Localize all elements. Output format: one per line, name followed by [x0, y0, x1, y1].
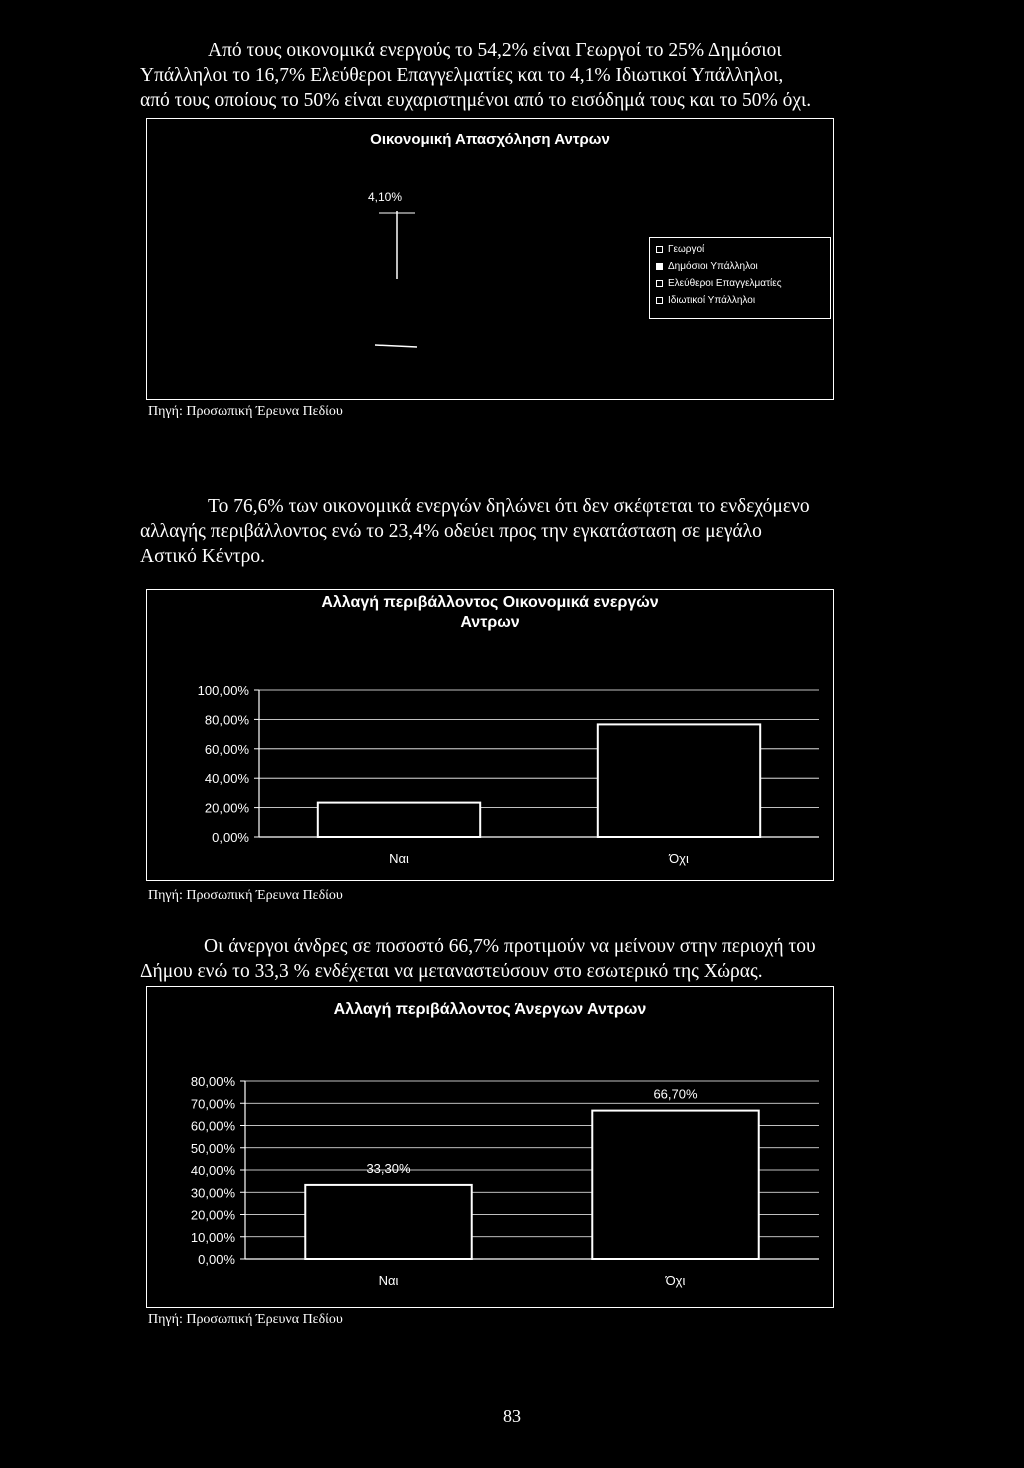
chart-2-ytick-label: 100,00%: [197, 683, 249, 698]
legend-item-farmers: [656, 241, 824, 258]
paragraph-1-line-3: από τους οποίους το 50% είναι ευχαριστημένοι από το εισόδημά τους και το 50% όχι.: [140, 90, 812, 111]
chart-1-frame: [146, 118, 834, 400]
legend-swatch-filled-icon: [656, 263, 663, 270]
chart-1-source: Πηγή: Προσωπική Έρευνα Πεδίου: [148, 404, 343, 419]
chart-3-frame: [146, 986, 834, 1308]
paragraph-3: [140, 934, 900, 984]
chart-1-legend: [649, 237, 831, 319]
paragraph-2-line-1: Το 76,6% των οικονομικά ενεργών δηλώνει ότι δεν σκέφτεται το ενδεχόμενο: [208, 496, 810, 517]
legend-swatch-empty-icon: [656, 280, 663, 287]
paragraph-1: [140, 38, 900, 113]
chart-3-ytick-label: 80,00%: [190, 1074, 235, 1089]
chart-3-ytick-label: 10,00%: [190, 1229, 235, 1245]
chart-2-bar: [318, 803, 480, 837]
paragraph-1-line-1: Από τους οικονομικά ενεργούς το 54,2% είναι Γεωργοί το 25% Δημόσιοι: [208, 40, 782, 61]
chart-2-ytick-label: 60,00%: [204, 741, 249, 757]
legend-swatch-empty-icon: [656, 297, 663, 304]
chart-3-ytick-label: 0,00%: [198, 1252, 235, 1267]
chart-2-title-line-2: Αντρων: [460, 614, 520, 631]
chart-3-ytick-label: 20,00%: [190, 1207, 235, 1223]
chart-3-source: Πηγή: Προσωπική Έρευνα Πεδίου: [148, 1312, 343, 1327]
paragraph-2-line-2: αλλαγής περιβάλλοντος ενώ το 23,4% οδεύει προς την εγκατάσταση σε μεγάλο: [140, 521, 762, 542]
chart-3-data-label: 66,70%: [653, 1086, 698, 1102]
chart-3-category-label: Όχι: [665, 1273, 686, 1288]
chart-3-title: Αλλαγή περιβάλλοντος Άνεργων Αντρων: [333, 1001, 647, 1018]
legend-label: Ιδιωτικοί Υπάλληλοι: [668, 295, 756, 306]
legend-item-private-employees: [656, 292, 824, 309]
legend-label: Γεωργοί: [668, 244, 705, 255]
chart-1-data-label: 4,10%: [367, 190, 403, 204]
page-number: 83: [503, 1406, 521, 1426]
chart-3-ytick-label: 40,00%: [190, 1163, 235, 1178]
chart-3-category-label: Ναι: [378, 1273, 399, 1288]
chart-2-title-line-1: Αλλαγή περιβάλλοντος Οικονομικά ενεργών: [321, 594, 659, 611]
chart-2-ytick-label: 20,00%: [204, 800, 249, 816]
legend-label: Δημόσιοι Υπάλληλοι: [668, 261, 758, 272]
paragraph-2-line-3: Αστικό Κέντρο.: [140, 546, 265, 567]
chart-3-ytick-label: 70,00%: [190, 1096, 235, 1112]
chart-2-bar: [598, 724, 760, 837]
paragraph-3-line-2: Δήμου ενώ το 33,3 % ενδέχεται να μεταναστεύσουν στο εσωτερικό της Χώρας.: [140, 961, 763, 982]
chart-2-ytick-label: 0,00%: [212, 830, 249, 845]
chart-1-title: Οικονομική Απασχόληση Αντρων: [370, 131, 610, 148]
chart-3-bar: [305, 1185, 471, 1259]
chart-3-ytick-label: 60,00%: [190, 1118, 235, 1134]
chart-2-ytick-label: 80,00%: [204, 712, 249, 728]
chart-2-frame: [146, 589, 834, 881]
chart-3-data-label: 33,30%: [366, 1160, 411, 1176]
paragraph-2: [140, 494, 900, 569]
chart-3-plot: [147, 987, 833, 1307]
chart-2-category-label: Ναι: [389, 851, 409, 866]
chart-2-source: Πηγή: Προσωπική Έρευνα Πεδίου: [148, 888, 343, 903]
chart-2-plot: [147, 590, 833, 880]
chart-1-pie: [327, 179, 627, 399]
chart-1-slice-edge: [375, 345, 417, 347]
chart-3-ytick-label: 30,00%: [190, 1185, 235, 1201]
chart-2-category-label: Όχι: [669, 851, 689, 866]
chart-3-ytick-label: 50,00%: [190, 1140, 235, 1156]
paragraph-3-line-1: Οι άνεργοι άνδρες σε ποσοστό 66,7% προτιμούν να μείνουν στην περιοχή του: [204, 936, 816, 957]
legend-item-public-servants: [656, 258, 824, 275]
chart-2-ytick-label: 40,00%: [204, 771, 249, 787]
legend-label: Ελεύθεροι Επαγγελματίες: [668, 278, 782, 289]
legend-item-freelancers: [656, 275, 824, 292]
paragraph-1-line-2: Υπάλληλοι το 16,7% Ελεύθεροι Επαγγελματίες και το 4,1% Ιδιωτικοί Υπάλληλοι,: [140, 65, 784, 86]
chart-3-bar: [592, 1111, 758, 1259]
legend-swatch-empty-icon: [656, 246, 663, 253]
